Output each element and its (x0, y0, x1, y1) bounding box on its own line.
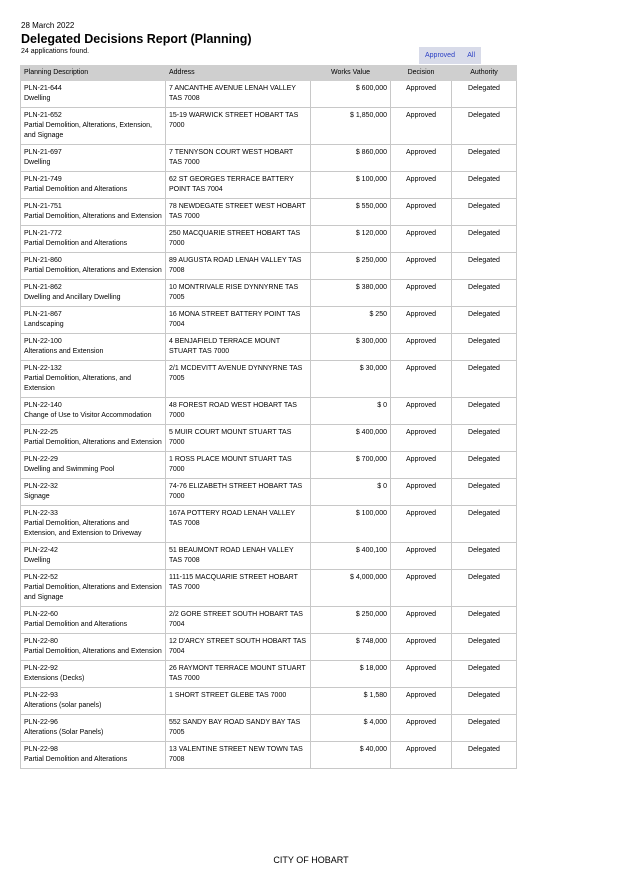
cell-authority: Delegated (452, 607, 517, 634)
cell-description (21, 425, 166, 452)
cell-decision: Approved (391, 81, 452, 108)
cell-authority: Delegated (452, 307, 517, 334)
cell-decision: Approved (391, 607, 452, 634)
filter-bar (419, 47, 481, 64)
application-id: PLN-21-867 (24, 311, 62, 318)
application-id: PLN-22-60 (24, 611, 58, 618)
cell-works-value: $ 400,000 (311, 425, 391, 452)
column-header-decision: Decision (391, 66, 452, 81)
cell-authority: Delegated (452, 280, 517, 307)
cell-decision: Approved (391, 253, 452, 280)
cell-decision: Approved (391, 661, 452, 688)
table-row (21, 688, 517, 715)
application-id: PLN-22-93 (24, 692, 58, 699)
cell-authority: Delegated (452, 570, 517, 607)
table-row (21, 81, 517, 108)
cell-decision: Approved (391, 226, 452, 253)
cell-authority: Delegated (452, 145, 517, 172)
cell-works-value: $ 400,100 (311, 543, 391, 570)
cell-description (21, 81, 166, 108)
cell-works-value: $ 550,000 (311, 199, 391, 226)
table-row (21, 452, 517, 479)
cell-decision: Approved (391, 543, 452, 570)
cell-authority: Delegated (452, 742, 517, 769)
cell-authority: Delegated (452, 506, 517, 543)
application-description: Signage (24, 493, 50, 500)
table-row (21, 543, 517, 570)
cell-decision: Approved (391, 199, 452, 226)
cell-address: 16 MONA STREET BATTERY POINT TAS 7004 (166, 307, 311, 334)
column-header-address: Address (166, 66, 311, 81)
application-description: Partial Demolition, Alterations, Extension, and Signage (24, 122, 153, 139)
application-id: PLN-22-32 (24, 483, 58, 490)
table-row (21, 108, 517, 145)
cell-authority: Delegated (452, 661, 517, 688)
cell-decision: Approved (391, 361, 452, 398)
application-id: PLN-21-749 (24, 176, 62, 183)
cell-authority: Delegated (452, 688, 517, 715)
table-row (21, 715, 517, 742)
cell-works-value: $ 30,000 (311, 361, 391, 398)
application-id: PLN-21-697 (24, 149, 62, 156)
cell-authority: Delegated (452, 334, 517, 361)
cell-description (21, 398, 166, 425)
results-count: 24 applications found. (21, 48, 90, 55)
application-id: PLN-21-860 (24, 257, 62, 264)
table-row (21, 145, 517, 172)
application-id: PLN-21-772 (24, 230, 62, 237)
cell-address: 1 ROSS PLACE MOUNT STUART TAS 7000 (166, 452, 311, 479)
application-id: PLN-21-862 (24, 284, 62, 291)
cell-works-value: $ 748,000 (311, 634, 391, 661)
footer-council-name: CITY OF HOBART (273, 855, 349, 865)
table-row (21, 607, 517, 634)
application-description: Extensions (Decks) (24, 675, 85, 682)
cell-authority: Delegated (452, 425, 517, 452)
application-description: Partial Demolition, Alterations, and Extension (24, 375, 131, 392)
cell-decision: Approved (391, 398, 452, 425)
cell-decision: Approved (391, 634, 452, 661)
application-id: PLN-22-100 (24, 338, 62, 345)
table-row (21, 226, 517, 253)
cell-address: 12 D'ARCY STREET SOUTH HOBART TAS 7004 (166, 634, 311, 661)
cell-description (21, 172, 166, 199)
cell-works-value: $ 250,000 (311, 607, 391, 634)
cell-address: 51 BEAUMONT ROAD LENAH VALLEY TAS 7008 (166, 543, 311, 570)
application-id: PLN-22-33 (24, 510, 58, 517)
cell-address: 552 SANDY BAY ROAD SANDY BAY TAS 7005 (166, 715, 311, 742)
application-id: PLN-22-140 (24, 402, 62, 409)
cell-works-value: $ 18,000 (311, 661, 391, 688)
cell-address: 10 MONTRIVALE RISE DYNNYRNE TAS 7005 (166, 280, 311, 307)
table-row (21, 199, 517, 226)
cell-authority: Delegated (452, 361, 517, 398)
cell-decision: Approved (391, 307, 452, 334)
cell-address: 2/1 MCDEVITT AVENUE DYNNYRNE TAS 7005 (166, 361, 311, 398)
application-description: Partial Demolition, Alterations and Extension, and Extension to Driveway (24, 520, 142, 537)
cell-decision: Approved (391, 570, 452, 607)
application-id: PLN-22-25 (24, 429, 58, 436)
cell-authority: Delegated (452, 108, 517, 145)
cell-description (21, 742, 166, 769)
application-description: Partial Demolition and Alterations (24, 186, 128, 193)
cell-address: 250 MACQUARIE STREET HOBART TAS 7000 (166, 226, 311, 253)
column-header-authority: Authority (452, 66, 517, 81)
application-description: Dwelling (24, 95, 51, 102)
cell-decision: Approved (391, 145, 452, 172)
cell-authority: Delegated (452, 199, 517, 226)
cell-works-value: $ 120,000 (311, 226, 391, 253)
cell-description (21, 307, 166, 334)
cell-address: 78 NEWDEGATE STREET WEST HOBART TAS 7000 (166, 199, 311, 226)
table-row (21, 506, 517, 543)
cell-decision: Approved (391, 742, 452, 769)
application-description: Dwelling and Ancillary Dwelling (24, 294, 121, 301)
cell-works-value: $ 860,000 (311, 145, 391, 172)
cell-works-value: $ 0 (311, 479, 391, 506)
cell-address: 15-19 WARWICK STREET HOBART TAS 7000 (166, 108, 311, 145)
application-id: PLN-22-52 (24, 574, 58, 581)
cell-authority: Delegated (452, 543, 517, 570)
application-description: Partial Demolition, Alterations and Extension (24, 267, 162, 274)
cell-works-value: $ 100,000 (311, 506, 391, 543)
filter-all-link[interactable]: All (467, 52, 475, 59)
cell-works-value: $ 250,000 (311, 253, 391, 280)
cell-authority: Delegated (452, 398, 517, 425)
application-description: Dwelling and Swimming Pool (24, 466, 115, 473)
application-description: Alterations (Solar Panels) (24, 729, 104, 736)
cell-description (21, 452, 166, 479)
cell-address: 2/2 GORE STREET SOUTH HOBART TAS 7004 (166, 607, 311, 634)
application-id: PLN-21-644 (24, 85, 62, 92)
application-id: PLN-22-80 (24, 638, 58, 645)
application-description: Partial Demolition, Alterations and Extension (24, 439, 162, 446)
cell-works-value: $ 250 (311, 307, 391, 334)
cell-works-value: $ 600,000 (311, 81, 391, 108)
column-header-value: Works Value (311, 66, 391, 81)
cell-description (21, 280, 166, 307)
cell-decision: Approved (391, 479, 452, 506)
cell-address: 7 TENNYSON COURT WEST HOBART TAS 7000 (166, 145, 311, 172)
application-description: Alterations and Extension (24, 348, 104, 355)
cell-works-value: $ 40,000 (311, 742, 391, 769)
application-id: PLN-22-96 (24, 719, 58, 726)
application-description: Change of Use to Visitor Accommodation (24, 412, 152, 419)
table-row (21, 425, 517, 452)
application-id: PLN-21-652 (24, 112, 62, 119)
application-id: PLN-22-98 (24, 746, 58, 753)
table-row (21, 334, 517, 361)
cell-works-value: $ 0 (311, 398, 391, 425)
cell-description (21, 479, 166, 506)
cell-decision: Approved (391, 425, 452, 452)
cell-description (21, 334, 166, 361)
cell-authority: Delegated (452, 226, 517, 253)
cell-description (21, 361, 166, 398)
cell-works-value: $ 100,000 (311, 172, 391, 199)
cell-decision: Approved (391, 452, 452, 479)
cell-description (21, 715, 166, 742)
application-description: Partial Demolition, Alterations and Extension and Signage (24, 584, 162, 601)
application-description: Partial Demolition and Alterations (24, 756, 128, 763)
cell-works-value: $ 700,000 (311, 452, 391, 479)
cell-address: 5 MUIR COURT MOUNT STUART TAS 7000 (166, 425, 311, 452)
cell-address: 13 VALENTINE STREET NEW TOWN TAS 7008 (166, 742, 311, 769)
table-row (21, 479, 517, 506)
cell-description (21, 570, 166, 607)
cell-works-value: $ 1,580 (311, 688, 391, 715)
table-row (21, 307, 517, 334)
table-row (21, 253, 517, 280)
cell-description (21, 253, 166, 280)
table-row (21, 398, 517, 425)
cell-works-value: $ 1,850,000 (311, 108, 391, 145)
cell-address: 111-115 MACQUARIE STREET HOBART TAS 7000 (166, 570, 311, 607)
cell-description (21, 661, 166, 688)
cell-decision: Approved (391, 688, 452, 715)
cell-authority: Delegated (452, 81, 517, 108)
table-row (21, 634, 517, 661)
cell-description (21, 506, 166, 543)
cell-works-value: $ 300,000 (311, 334, 391, 361)
cell-address: 48 FOREST ROAD WEST HOBART TAS 7000 (166, 398, 311, 425)
cell-description (21, 226, 166, 253)
application-id: PLN-22-42 (24, 547, 58, 554)
cell-address: 89 AUGUSTA ROAD LENAH VALLEY TAS 7008 (166, 253, 311, 280)
decisions-table (20, 65, 517, 769)
application-description: Landscaping (24, 321, 64, 328)
application-description: Partial Demolition and Alterations (24, 240, 128, 247)
table-row (21, 361, 517, 398)
page-title: Delegated Decisions Report (Planning) (21, 32, 252, 46)
application-id: PLN-22-29 (24, 456, 58, 463)
cell-description (21, 688, 166, 715)
application-description: Partial Demolition, Alterations and Extension (24, 213, 162, 220)
cell-decision: Approved (391, 280, 452, 307)
cell-address: 7 ANCANTHE AVENUE LENAH VALLEY TAS 7008 (166, 81, 311, 108)
filter-approved-link[interactable]: Approved (425, 52, 455, 59)
cell-decision: Approved (391, 715, 452, 742)
cell-description (21, 108, 166, 145)
application-description: Dwelling (24, 557, 51, 564)
cell-works-value: $ 4,000 (311, 715, 391, 742)
cell-decision: Approved (391, 334, 452, 361)
cell-authority: Delegated (452, 715, 517, 742)
application-description: Alterations (solar panels) (24, 702, 102, 709)
cell-address: 4 BENJAFIELD TERRACE MOUNT STUART TAS 7000 (166, 334, 311, 361)
cell-decision: Approved (391, 506, 452, 543)
cell-address: 62 ST GEORGES TERRACE BATTERY POINT TAS 7004 (166, 172, 311, 199)
cell-address: 26 RAYMONT TERRACE MOUNT STUART TAS 7000 (166, 661, 311, 688)
report-date: 28 March 2022 (21, 21, 75, 30)
cell-description (21, 199, 166, 226)
cell-authority: Delegated (452, 634, 517, 661)
table-row (21, 661, 517, 688)
application-description: Partial Demolition, Alterations and Extension (24, 648, 162, 655)
cell-works-value: $ 4,000,000 (311, 570, 391, 607)
application-id: PLN-22-132 (24, 365, 62, 372)
table-header-row (21, 66, 517, 81)
cell-authority: Delegated (452, 253, 517, 280)
cell-authority: Delegated (452, 479, 517, 506)
column-header-description: Planning Description (21, 66, 166, 81)
cell-decision: Approved (391, 172, 452, 199)
table-row (21, 570, 517, 607)
application-id: PLN-22-92 (24, 665, 58, 672)
cell-description (21, 607, 166, 634)
cell-address: 1 SHORT STREET GLEBE TAS 7000 (166, 688, 311, 715)
cell-address: 74-76 ELIZABETH STREET HOBART TAS 7000 (166, 479, 311, 506)
cell-authority: Delegated (452, 452, 517, 479)
cell-description (21, 543, 166, 570)
table-row (21, 742, 517, 769)
cell-description (21, 634, 166, 661)
cell-works-value: $ 380,000 (311, 280, 391, 307)
application-description: Dwelling (24, 159, 51, 166)
cell-address: 167A POTTERY ROAD LENAH VALLEY TAS 7008 (166, 506, 311, 543)
application-id: PLN-21-751 (24, 203, 62, 210)
cell-authority: Delegated (452, 172, 517, 199)
cell-description (21, 145, 166, 172)
application-description: Partial Demolition and Alterations (24, 621, 128, 628)
table-row (21, 172, 517, 199)
table-row (21, 280, 517, 307)
cell-decision: Approved (391, 108, 452, 145)
